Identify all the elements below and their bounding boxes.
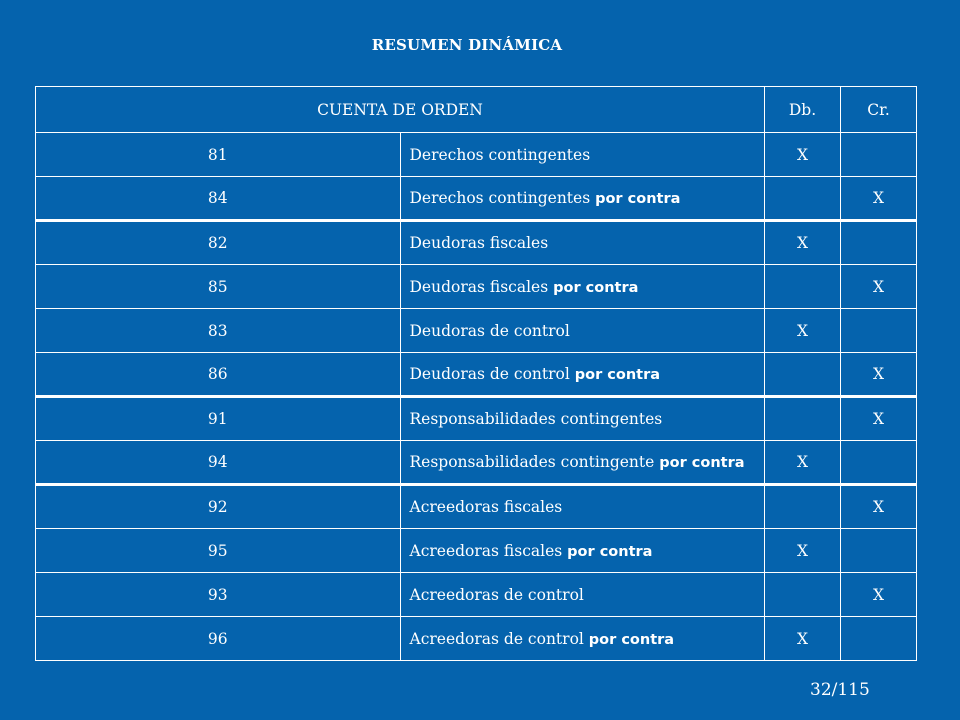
table-row [36,265,917,309]
credit-cell [841,441,917,485]
account-code: 95 [36,529,401,573]
table-row [36,221,917,265]
account-name-text: Acreedoras fiscales [409,541,568,560]
account-name-suffix: por contra [567,543,653,560]
table-row [36,309,917,353]
debit-cell [765,397,841,441]
table-row [36,617,917,661]
credit-cell: X [841,485,917,529]
account-code: 86 [36,353,401,397]
account-name [400,441,765,485]
account-code: 93 [36,573,401,617]
account-name-text: Derechos contingentes [409,145,591,164]
account-name-text: Acreedoras de control [409,629,589,648]
account-name-suffix: por contra [553,279,639,296]
account-name [400,353,765,397]
account-name [400,397,765,441]
accounts-table [35,86,917,661]
credit-cell: X [841,397,917,441]
account-code: 96 [36,617,401,661]
credit-cell [841,529,917,573]
header-credit: Cr. [841,87,917,133]
account-name [400,177,765,221]
credit-cell [841,133,917,177]
account-name-suffix: por contra [659,455,745,471]
account-name-text: Acreedoras fiscales [409,498,563,516]
account-name-text: Derechos contingentes [409,189,596,207]
account-name [400,265,765,309]
credit-cell: X [841,573,917,617]
table-row [36,529,917,573]
table-row [36,441,917,485]
account-name [400,133,765,177]
page-title: RESUMEN DINÁMICA [371,36,563,54]
debit-cell: X [765,309,841,353]
debit-cell: X [765,617,841,661]
account-name [400,573,765,617]
table-row [36,353,917,397]
account-code: 84 [36,177,401,221]
account-name [400,529,765,573]
account-name-text: Responsabilidades contingentes [409,410,663,428]
account-name-text: Acreedoras de control [409,585,584,604]
credit-cell: X [841,265,917,309]
credit-cell [841,309,917,353]
account-name-suffix: por contra [595,191,681,207]
table-row [36,573,917,617]
header-debit: Db. [765,87,841,133]
credit-cell: X [841,177,917,221]
debit-cell: X [765,221,841,265]
account-name [400,617,765,661]
debit-cell: X [765,441,841,485]
debit-cell: X [765,529,841,573]
table-row [36,397,917,441]
account-name [400,309,765,353]
account-name-text: Responsabilidades contingente [409,453,660,471]
debit-cell [765,177,841,221]
table-row [36,177,917,221]
debit-cell [765,353,841,397]
debit-cell: X [765,133,841,177]
account-name [400,221,765,265]
account-code: 92 [36,485,401,529]
account-code: 83 [36,309,401,353]
header-account: CUENTA DE ORDEN [36,87,765,133]
debit-cell [765,485,841,529]
page-number: 32/115 [810,680,870,700]
account-name-text: Deudoras de control [409,321,570,340]
account-code: 82 [36,221,401,265]
account-code: 94 [36,441,401,485]
account-code: 81 [36,133,401,177]
debit-cell [765,265,841,309]
table-row [36,133,917,177]
credit-cell: X [841,353,917,397]
debit-cell [765,573,841,617]
account-name-text: Deudoras fiscales [409,234,549,252]
table-row [36,485,917,529]
account-name-suffix: por contra [574,367,661,383]
table-header-row [36,87,917,133]
account-code: 91 [36,397,401,441]
account-name-text: Deudoras fiscales [409,277,554,296]
account-name [400,485,765,529]
account-code: 85 [36,265,401,309]
credit-cell [841,617,917,661]
account-name-suffix: por contra [588,631,675,648]
credit-cell [841,221,917,265]
account-name-text: Deudoras de control [409,365,575,383]
